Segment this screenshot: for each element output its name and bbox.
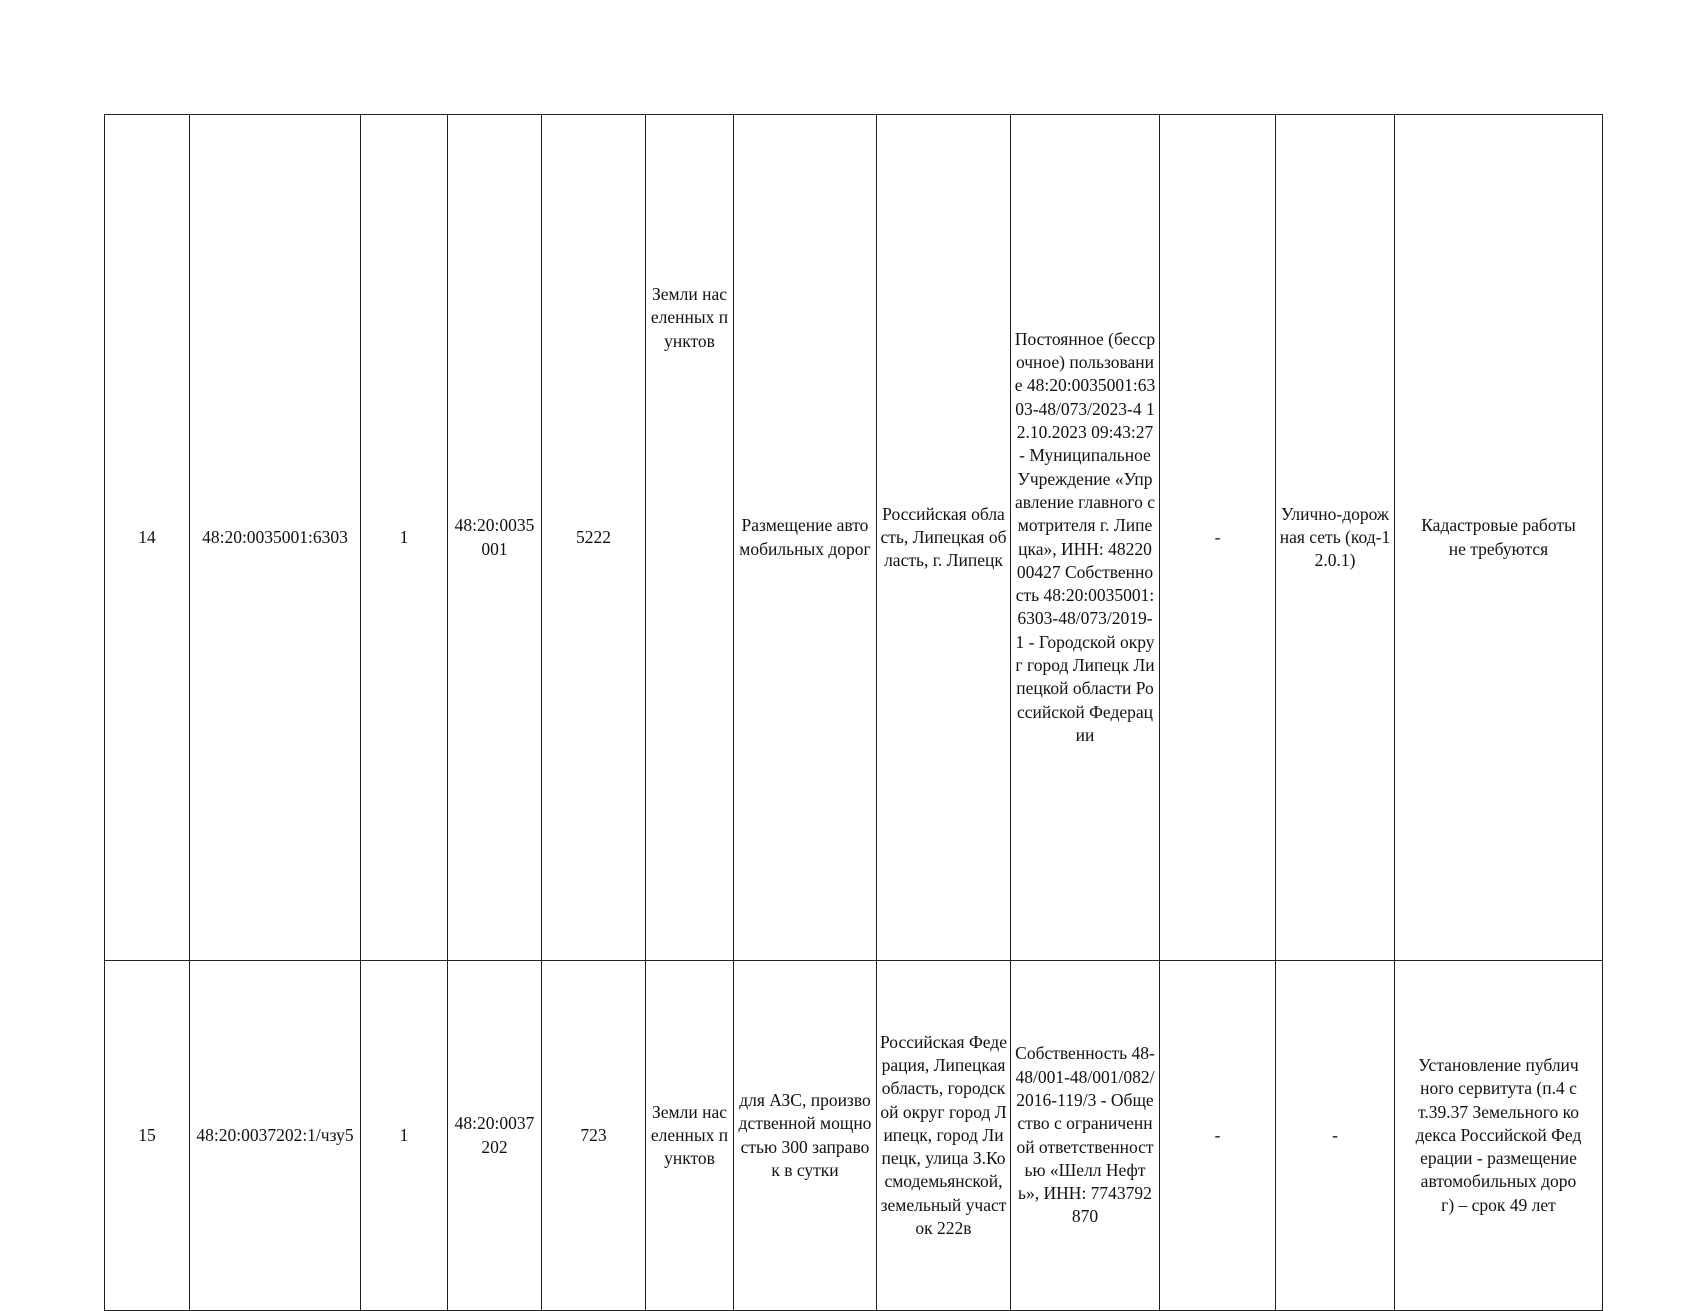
land-category: Земли населенных пунктов xyxy=(650,1101,729,1169)
table-row xyxy=(105,115,1603,961)
rights-cell xyxy=(1011,115,1160,961)
cadastral-quarter-cell xyxy=(448,961,542,1311)
row-number-cell xyxy=(105,961,190,1311)
row-number: 14 xyxy=(138,526,156,547)
row-number-cell xyxy=(105,115,190,961)
permitted-use: для АЗС, производственной мощностью 300 заправок в сутки xyxy=(738,1089,872,1180)
count-cell xyxy=(361,115,448,961)
permitted-use-cell xyxy=(734,961,877,1311)
encumbrance-cell xyxy=(1160,961,1276,1311)
encumbrance: - xyxy=(1214,526,1221,547)
notes-cell xyxy=(1395,961,1603,1311)
area-value: 5222 xyxy=(576,526,611,547)
cadastral-number-cell xyxy=(190,115,361,961)
address: Российская Федерация, Липецкая область, городской округ город Липецк, город Липецк, улица З.Космодемьянской, земельный участок 222в xyxy=(880,1031,1007,1239)
encumbrance: - xyxy=(1214,1124,1221,1145)
cadastral-number: 48:20:0035001:6303 xyxy=(202,526,348,547)
count-cell xyxy=(361,961,448,1311)
row-number: 15 xyxy=(138,1124,156,1145)
notes: Установление публичного сервитута (п.4 ст.39.37 Земельного кодекса Российской Федерации - размещение автомобильных дорог) – срок 49 лет xyxy=(1415,1054,1582,1215)
rights-info: Постоянное (бессрочное) пользование 48:20:0035001:6303-48/073/2023-4 12.10.2023 09:43:27 - Муниципальное Учреждение «Управление главного смотрителя г. Липецка», ИНН: 4822000427 Собственность 48:20:0035001:6303-48/073/2019-1 - Городской округ город Липецк Липецкой области Российской Федерации xyxy=(1014,328,1156,745)
classifier: Улично-дорожная сеть (код-12.0.1) xyxy=(1279,503,1391,571)
rights-cell xyxy=(1011,961,1160,1311)
notes: Кадастровые работы не требуются xyxy=(1421,515,1576,559)
area-value: 723 xyxy=(580,1124,607,1145)
classifier: - xyxy=(1332,1124,1338,1145)
address: Российская область, Липецкая область, г. Липецк xyxy=(880,503,1007,571)
address-cell xyxy=(877,961,1011,1311)
encumbrance-cell xyxy=(1160,115,1276,961)
area-cell xyxy=(542,115,646,961)
land-category-cell xyxy=(646,961,734,1311)
classifier-cell xyxy=(1276,115,1395,961)
notes-cell xyxy=(1395,115,1603,961)
land-category: Земли населенных пунктов xyxy=(650,284,729,351)
cadastral-quarter-cell xyxy=(448,115,542,961)
area-cell xyxy=(542,961,646,1311)
cadastral-quarter: 48:20:0035001 xyxy=(454,515,535,559)
land-category-cell xyxy=(646,115,734,961)
cadastral-quarter: 48:20:0037202 xyxy=(454,1113,535,1157)
cadastral-number: 48:20:0037202:1/чзу5 xyxy=(196,1124,354,1145)
count-value: 1 xyxy=(399,1124,409,1145)
table-row xyxy=(105,961,1603,1311)
rights-info: Собственность 48-48/001-48/001/082/2016-119/3 - Общество с ограниченной ответственностью «Шелл Нефть», ИНН: 7743792870 xyxy=(1015,1043,1155,1227)
classifier-cell xyxy=(1276,961,1395,1311)
permitted-use: Размещение автомобильных дорог xyxy=(739,515,871,559)
count-value: 1 xyxy=(399,526,409,547)
cadastral-number-cell xyxy=(190,961,361,1311)
permitted-use-cell xyxy=(734,115,877,961)
land-plots-table xyxy=(104,114,1603,1311)
address-cell xyxy=(877,115,1011,961)
